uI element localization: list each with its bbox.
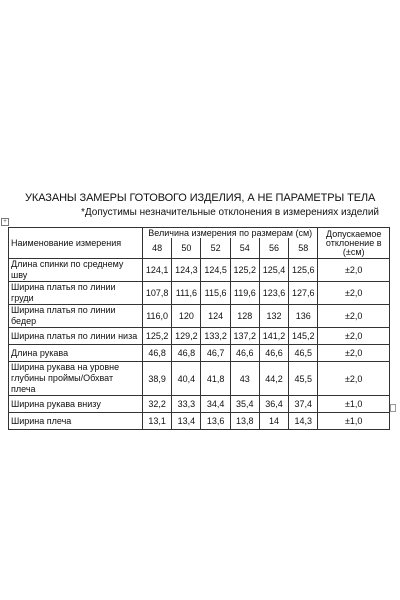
- measurement-value: 40,4: [172, 362, 201, 396]
- measurement-value: 115,6: [201, 282, 230, 305]
- measurement-value: 125,4: [259, 259, 288, 282]
- measurement-name: Длина спинки по среднему шву: [9, 259, 143, 282]
- measurement-value: 43: [230, 362, 259, 396]
- table-move-handle-icon[interactable]: +: [1, 218, 9, 226]
- measurement-value: 38,9: [143, 362, 172, 396]
- tolerance-value: ±2,0: [318, 345, 390, 362]
- measurement-value: 136: [289, 305, 318, 328]
- measurement-value: 132: [259, 305, 288, 328]
- measurement-value: 107,8: [143, 282, 172, 305]
- size-chart-table: [8, 227, 390, 430]
- header-tolerance: Допускаемое отклонение в (±см): [318, 228, 390, 259]
- table-body: [9, 259, 390, 430]
- size-label: 54: [230, 238, 259, 259]
- measurement-value: 120: [172, 305, 201, 328]
- tolerance-note: *Допустимы незначительные отклонения в измерениях изделий: [81, 207, 379, 218]
- measurement-value: 14: [259, 413, 288, 430]
- measurement-value: 13,1: [143, 413, 172, 430]
- tolerance-value: ±2,0: [318, 362, 390, 396]
- table-row: [9, 282, 390, 305]
- measurement-value: 123,6: [259, 282, 288, 305]
- measurement-name: Ширина платья по линии бедер: [9, 305, 143, 328]
- measurement-value: 13,6: [201, 413, 230, 430]
- table-row: [9, 305, 390, 328]
- size-label: 56: [259, 238, 288, 259]
- size-label: 50: [172, 238, 201, 259]
- measurement-name: Ширина рукава внизу: [9, 396, 143, 413]
- measurement-value: 46,6: [230, 345, 259, 362]
- tolerance-value: ±2,0: [318, 328, 390, 345]
- table-row: [9, 259, 390, 282]
- paragraph-end-mark-icon: [390, 404, 396, 412]
- tolerance-value: ±2,0: [318, 305, 390, 328]
- measurement-value: 33,3: [172, 396, 201, 413]
- size-label: 48: [143, 238, 172, 259]
- measurement-value: 44,2: [259, 362, 288, 396]
- measurement-value: 141,2: [259, 328, 288, 345]
- measurement-value: 145,2: [289, 328, 318, 345]
- measurement-value: 36,4: [259, 396, 288, 413]
- table-row: [9, 328, 390, 345]
- tolerance-value: ±1,0: [318, 396, 390, 413]
- measurement-value: 128: [230, 305, 259, 328]
- measurement-value: 124: [201, 305, 230, 328]
- header-measurement-value: Величина измерения по размерам (см): [143, 228, 318, 239]
- measurement-value: 127,6: [289, 282, 318, 305]
- size-label: 52: [201, 238, 230, 259]
- measurement-value: 116,0: [143, 305, 172, 328]
- measurement-name: Длина рукава: [9, 345, 143, 362]
- measurement-value: 13,8: [230, 413, 259, 430]
- table-row: [9, 396, 390, 413]
- table-row: [9, 413, 390, 430]
- measurement-value: 34,4: [201, 396, 230, 413]
- measurement-value: 46,5: [289, 345, 318, 362]
- measurement-value: 46,6: [259, 345, 288, 362]
- measurement-value: 111,6: [172, 282, 201, 305]
- measurement-value: 124,1: [143, 259, 172, 282]
- measurement-value: 35,4: [230, 396, 259, 413]
- measurement-name: Ширина плеча: [9, 413, 143, 430]
- measurement-value: 45,5: [289, 362, 318, 396]
- measurement-name: Ширина платья по линии низа: [9, 328, 143, 345]
- measurement-value: 129,2: [172, 328, 201, 345]
- tolerance-value: ±1,0: [318, 413, 390, 430]
- measurement-value: 32,2: [143, 396, 172, 413]
- measurement-value: 133,2: [201, 328, 230, 345]
- measurement-value: 46,8: [143, 345, 172, 362]
- measurement-value: 125,2: [230, 259, 259, 282]
- measurement-value: 13,4: [172, 413, 201, 430]
- measurement-value: 137,2: [230, 328, 259, 345]
- table-row: [9, 345, 390, 362]
- size-label: 58: [289, 238, 318, 259]
- tolerance-value: ±2,0: [318, 282, 390, 305]
- table-row: [9, 362, 390, 396]
- tolerance-value: ±2,0: [318, 259, 390, 282]
- measurement-value: 125,2: [143, 328, 172, 345]
- measurement-value: 37,4: [289, 396, 318, 413]
- header-measurement-name: Наименование измерения: [9, 228, 143, 259]
- measurement-value: 124,3: [172, 259, 201, 282]
- measurement-value: 125,6: [289, 259, 318, 282]
- measurement-value: 119,6: [230, 282, 259, 305]
- measurement-value: 124,5: [201, 259, 230, 282]
- page-heading: УКАЗАНЫ ЗАМЕРЫ ГОТОВОГО ИЗДЕЛИЯ, А НЕ ПАРАМЕТРЫ ТЕЛА: [25, 192, 376, 204]
- measurement-name: Ширина рукава на уровне глубины проймы/Обхват плеча: [9, 362, 143, 396]
- measurement-value: 41,8: [201, 362, 230, 396]
- measurement-value: 46,8: [172, 345, 201, 362]
- measurement-value: 46,7: [201, 345, 230, 362]
- measurement-name: Ширина платья по линии груди: [9, 282, 143, 305]
- measurement-value: 14,3: [289, 413, 318, 430]
